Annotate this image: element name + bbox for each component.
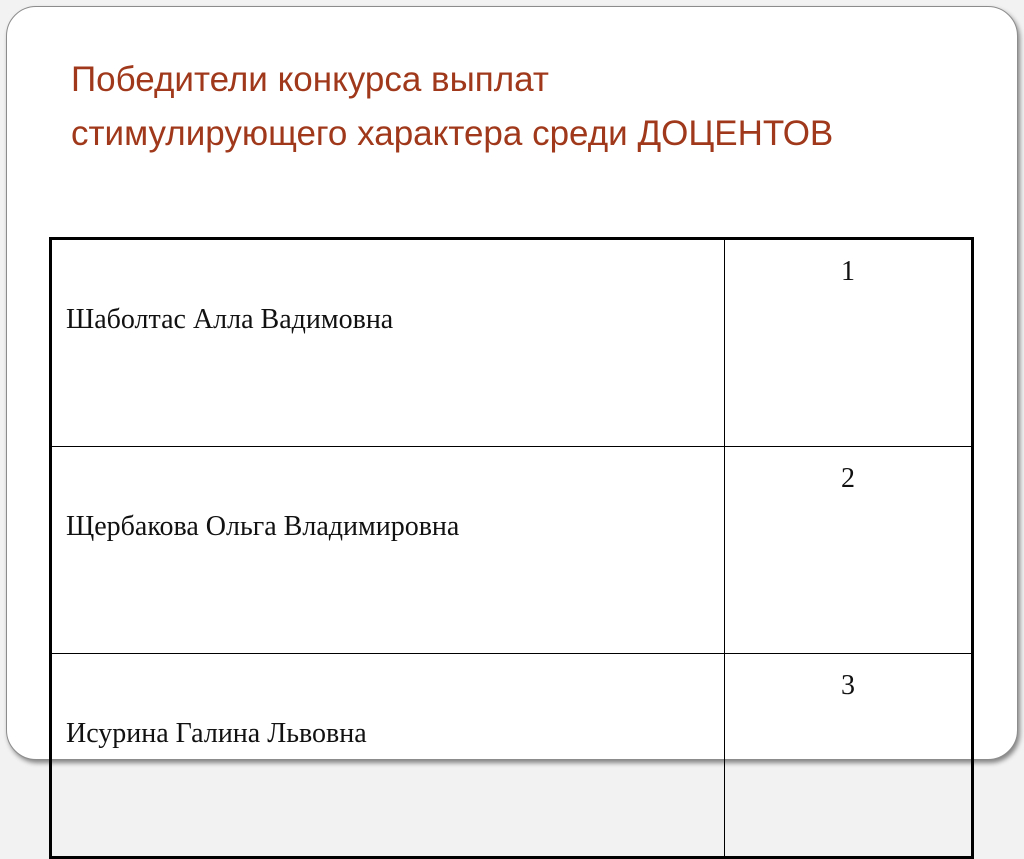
winner-name-cell xyxy=(51,654,725,858)
winner-rank-cell xyxy=(725,654,973,858)
winner-name-cell xyxy=(51,239,725,447)
winner-rank-cell xyxy=(725,447,973,654)
slide-title-line-1: Победители конкурса выплат xyxy=(71,60,549,99)
winner-rank-cell xyxy=(725,239,973,447)
slide-title xyxy=(71,53,991,161)
winner-name: Щербакова Ольга Владимировна xyxy=(66,511,460,542)
table-row xyxy=(51,239,973,447)
winners-table xyxy=(49,237,974,859)
winner-name: Шаболтас Алла Вадимовна xyxy=(66,304,394,335)
winner-name-cell xyxy=(51,447,725,654)
winner-rank: 3 xyxy=(841,670,855,701)
table-row xyxy=(51,654,973,858)
winner-rank: 2 xyxy=(841,463,855,494)
winner-name: Исурина Галина Львовна xyxy=(66,718,367,749)
slide-title-line-2: стимулирующего характера среди ДОЦЕНТОВ xyxy=(71,114,834,153)
table-row xyxy=(51,447,973,654)
winner-rank: 1 xyxy=(841,256,855,287)
